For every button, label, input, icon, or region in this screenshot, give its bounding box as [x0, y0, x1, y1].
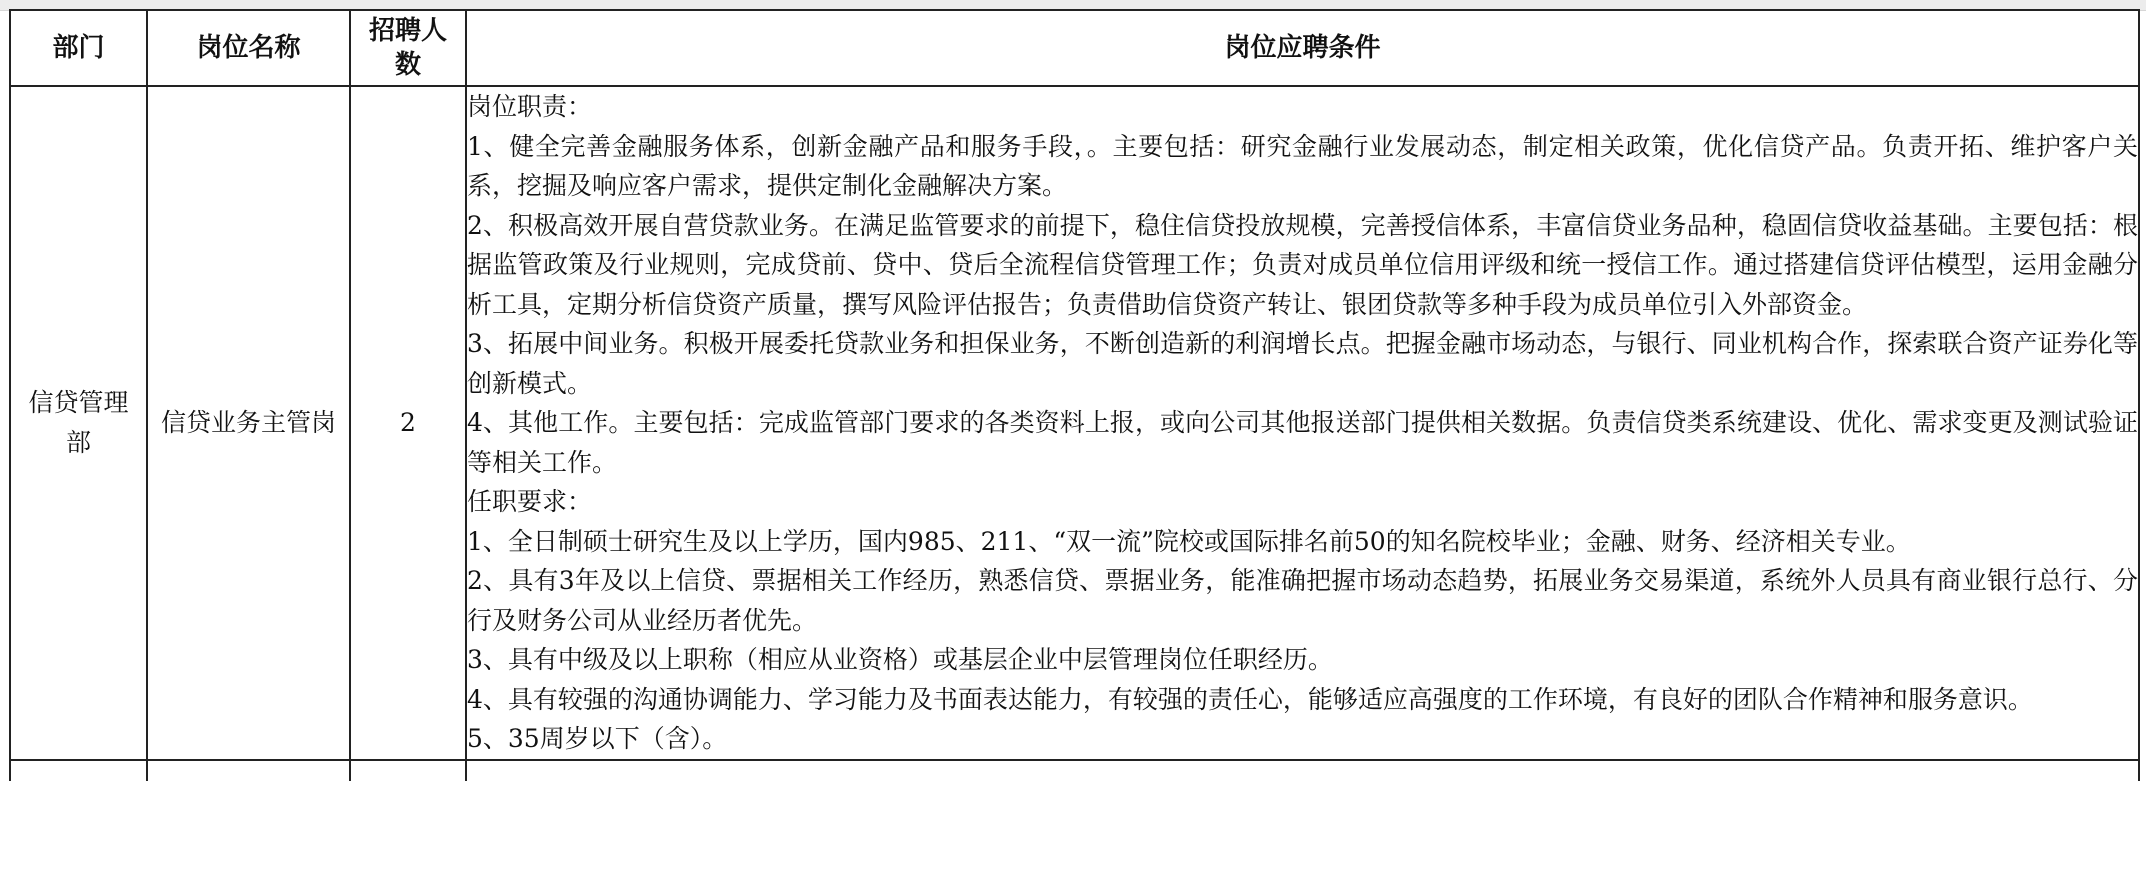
header-position-name: 岗位名称 — [147, 10, 350, 86]
next-row-cell-2 — [147, 760, 350, 781]
duty-item-1: 1、健全完善金融服务体系，创新金融产品和服务手段，。主要包括：研究金融行业发展动态，制定相关政策，优化信贷产品。负责开拓、维护客户关系，挖掘及响应客户需求，提供定制化金融解决方案。 — [467, 131, 2138, 200]
duty-item-2: 2、积极高效开展自营贷款业务。在满足监管要求的前提下，稳住信贷投放规模，完善授信体系，丰富信贷业务品种，稳固信贷收益基础。主要包括：根据监管政策及行业规则，完成贷前、贷中、贷后全流程信贷管理工作；负责对成员单位信用评级和统一授信工作。通过搭建信贷评估模型，运用金融分析工具，定期分析信贷资产质量，撰写风险评估报告；负责借助信贷资产转让、银团贷款等多种手段为成员单位引入外部资金。 — [467, 210, 2138, 319]
department-line-2: 部 — [65, 427, 91, 457]
next-row-partial — [10, 760, 2139, 781]
qualification-item-5: 5、35周岁以下（含）。 — [467, 724, 728, 753]
qualifications-heading: 任职要求： — [467, 487, 593, 516]
duties-heading: 岗位职责： — [467, 92, 593, 121]
next-row-cell-1 — [10, 760, 147, 781]
cell-headcount: 2 — [350, 86, 466, 760]
department-line-1: 信贷管理 — [28, 387, 129, 417]
next-row-cell-4 — [466, 760, 2139, 781]
header-headcount — [350, 10, 466, 86]
table-row — [10, 86, 2139, 760]
qualification-item-3: 3、具有中级及以上职称（相应从业资格）或基层企业中层管理岗位任职经历。 — [467, 645, 1333, 674]
next-row-cell-3 — [350, 760, 466, 781]
header-headcount-line-2: 数 — [394, 50, 421, 80]
qualification-item-2: 2、具有3年及以上信贷、票据相关工作经历，熟悉信贷、票据业务，能准确把握市场动态趋势，拓展业务交易渠道，系统外人员具有商业银行总行、分行及财务公司从业经历者优先。 — [467, 566, 2138, 635]
duty-item-4: 4、其他工作。主要包括：完成监管部门要求的各类资料上报，或向公司其他报送部门提供相关数据。负责信贷类系统建设、优化、需求变更及测试验证等相关工作。 — [467, 408, 2138, 477]
qualification-item-1: 1、全日制硕士研究生及以上学历，国内985、211、“双一流”院校或国际排名前50的知名院校毕业；金融、财务、经济相关专业。 — [467, 526, 1911, 556]
header-headcount-line-1: 招聘人 — [368, 16, 447, 46]
duty-item-3: 3、拓展中间业务。积极开展委托贷款业务和担保业务，不断创造新的利润增长点。把握金融市场动态，与银行、同业机构合作，探索联合资产证券化等创新模式。 — [467, 329, 2138, 398]
header-requirements: 岗位应聘条件 — [466, 10, 2139, 86]
qualification-item-4: 4、具有较强的沟通协调能力、学习能力及书面表达能力，有较强的责任心，能够适应高强度的工作环境，有良好的团队合作精神和服务意识。 — [467, 684, 2033, 714]
recruitment-table — [9, 9, 2140, 781]
header-department: 部门 — [10, 10, 147, 86]
cell-requirements — [466, 86, 2139, 760]
cell-position-name: 信贷业务主管岗 — [147, 86, 350, 760]
header-row — [10, 10, 2139, 86]
cell-department — [10, 86, 147, 760]
